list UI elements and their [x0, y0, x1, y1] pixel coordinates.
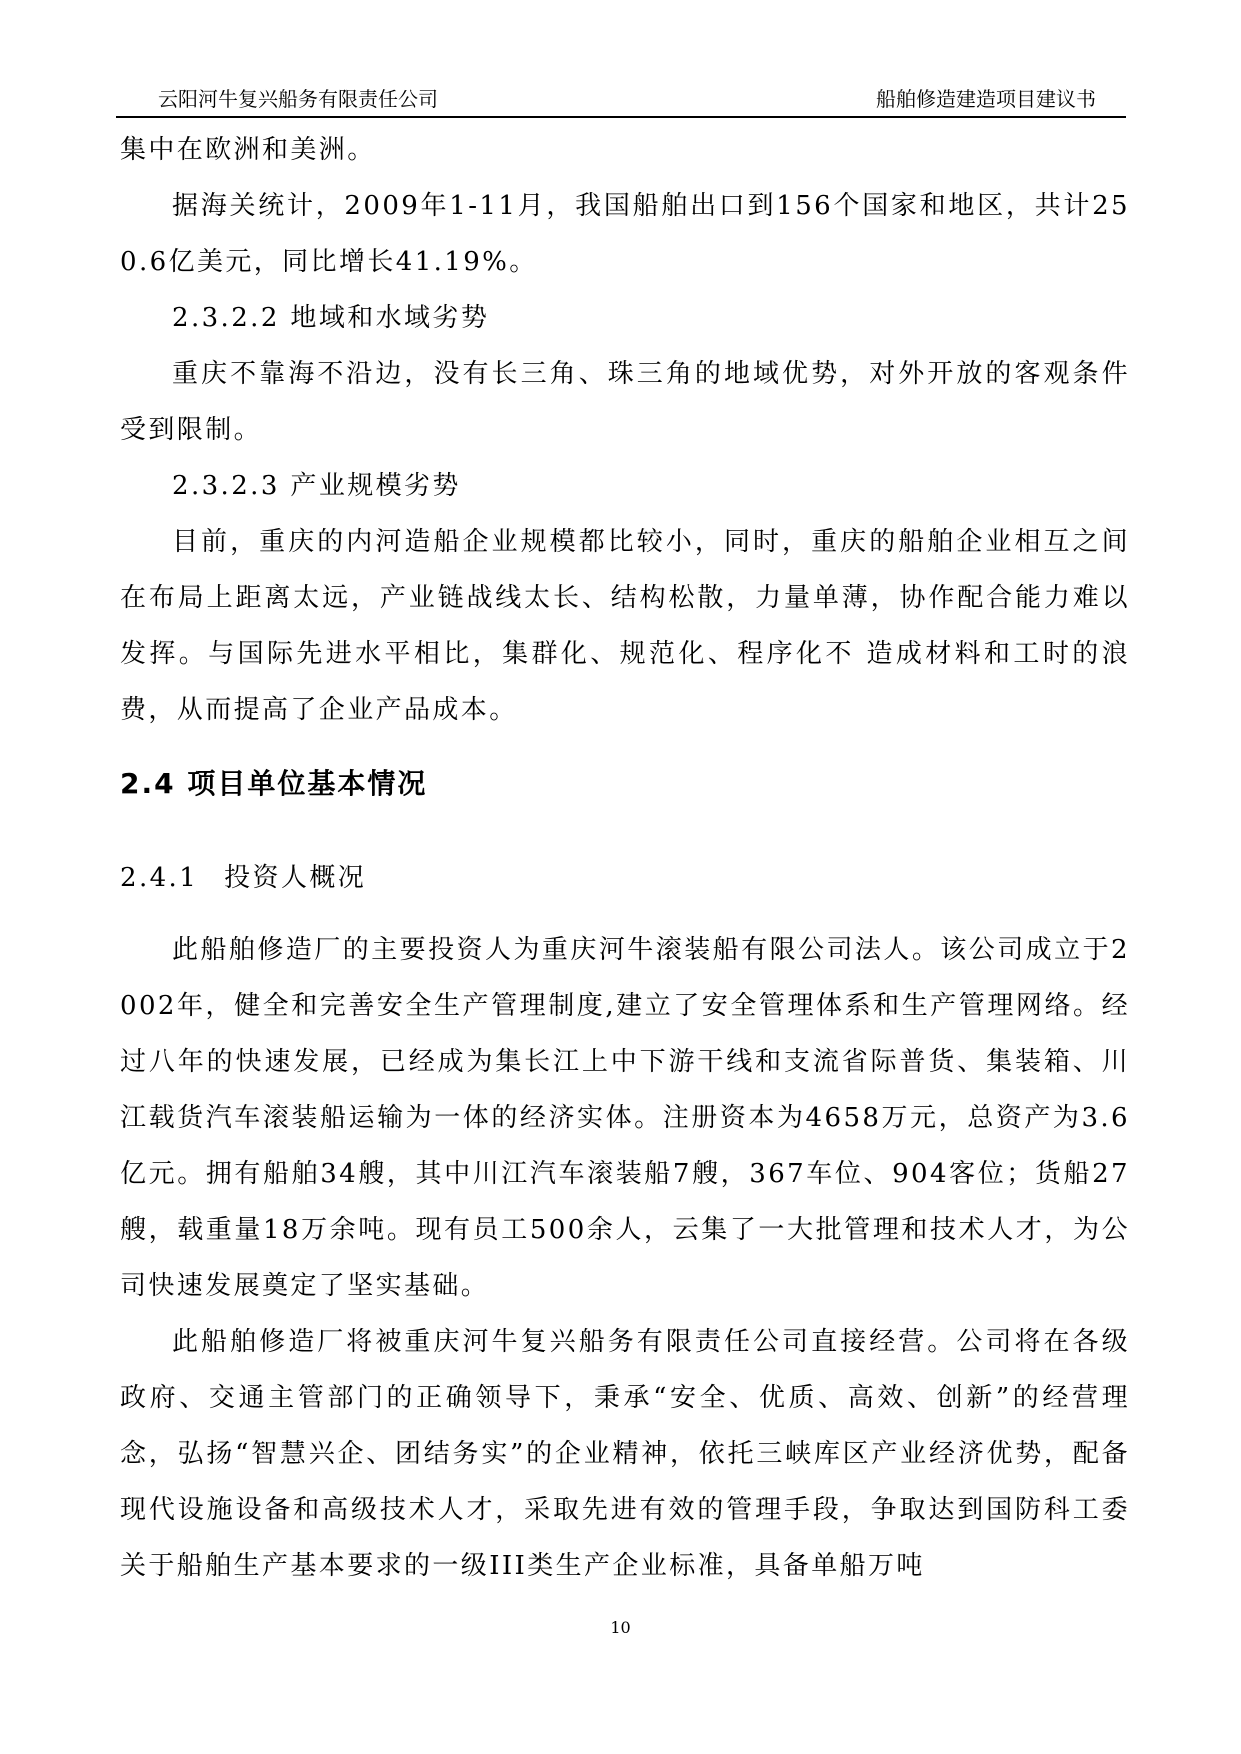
header-document-title: 船舶修造建造项目建议书 [876, 87, 1096, 111]
paragraph-investor-overview: 此船舶修造厂的主要投资人为重庆河牛滚装船有限公司法人。该公司成立于2002年，健全和完善安全生产管理制度,建立了安全管理体系和生产管理网络。经过八年的快速发展，已经成为集长江上中下游干线和支流省际普货、集装箱、川江载货汽车滚装船运输为一体的经济实体。注册资本为4658万元，总资产为3.6亿元。拥有船舶34艘，其中川江汽车滚装船7艘，367车位、904客位；货船27艘，载重量18万余吨。现有员工500余人，云集了一大批管理和技术人才，为公司快速发展奠定了坚实基础。 [120, 935, 1130, 1301]
page-header [116, 84, 1126, 118]
subsection-number: 2.4.1 [120, 863, 199, 893]
subsection-heading-2-4-1 [120, 858, 366, 898]
page-number: 10 [610, 1618, 631, 1637]
paragraph-operating-company: 此船舶修造厂将被重庆河牛复兴船务有限责任公司直接经营。公司将在各级政府、交通主管部门的正确领导下，秉承“安全、优质、高效、创新”的经营理念，弘扬“智慧兴企、团结务实”的企业精神，依托三峡库区产业经济优势，配备现代设施设备和高级技术人才，采取先进有效的管理手段，争取达到国防科工委关于船舶生产基本要求的一级III类生产企业标准，具备单船万吨 [120, 1327, 1130, 1581]
body-section-disadvantages [120, 122, 1130, 738]
paragraph-geographic-disadvantage: 重庆不靠海不沿边，没有长三角、珠三角的地域优势，对外开放的客观条件受到限制。 [120, 359, 1130, 445]
subsection-title: 投资人概况 [224, 863, 367, 893]
paragraph-industry-scale-disadvantage: 目前，重庆的内河造船企业规模都比较小，同时，重庆的船舶企业相互之间在布局上距离太远，产业链战线太长、结构松散，力量单薄，协作配合能力难以发挥。与国际先进水平相比，集群化、规范化、程序化不 造成材料和工时的浪费，从而提高了企业产品成本。 [120, 527, 1130, 725]
subheading-2-3-2-2: 2.3.2.2 地域和水域劣势 [172, 303, 490, 333]
subheading-2-3-2-3: 2.3.2.3 产业规模劣势 [172, 471, 461, 501]
header-company-name: 云阳河牛复兴船务有限责任公司 [158, 87, 438, 111]
body-section-investor-overview [120, 922, 1130, 1594]
paragraph-customs-statistics: 据海关统计，2009年1-11月，我国船舶出口到156个国家和地区，共计250.6亿美元，同比增长41.19%。 [120, 191, 1130, 277]
section-heading-2-4: 2.4 项目单位基本情况 [120, 767, 428, 800]
paragraph-continuation: 集中在欧洲和美洲。 [120, 135, 376, 165]
